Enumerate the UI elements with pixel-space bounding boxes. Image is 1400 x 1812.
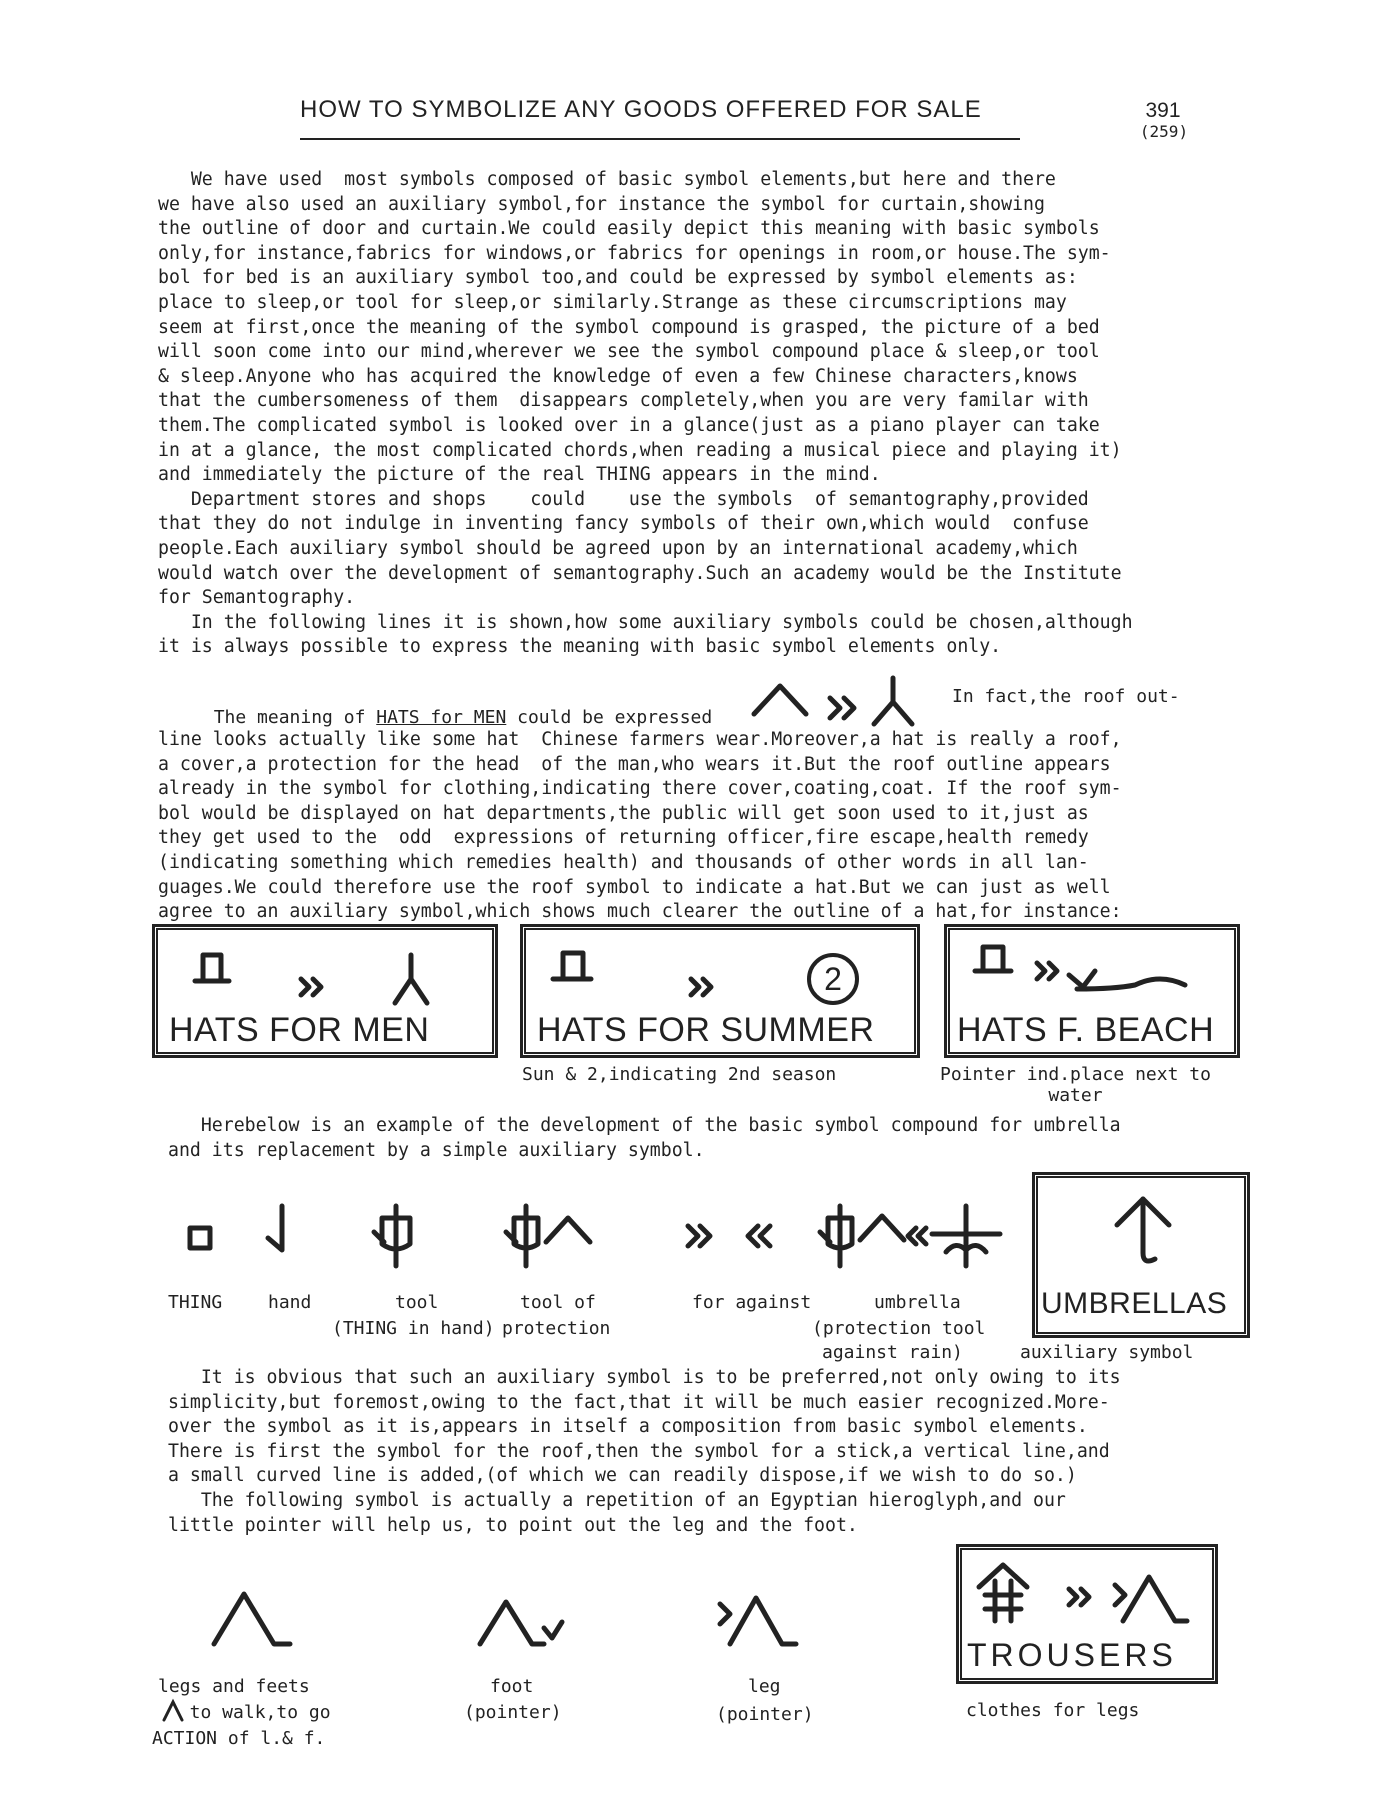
text-line: in at a glance, the most complicated chords,when reading a musical piece and playing it) <box>158 439 1122 461</box>
umbrellas-label: UMBRELLAS <box>1041 1287 1228 1320</box>
page-number-sub: (259) <box>1139 122 1189 141</box>
hats-intro-after: In fact,the roof out- <box>952 686 1180 707</box>
hats-for-summer-label: HATS FOR SUMMER <box>537 1011 875 1049</box>
hats-for-men-symbols <box>185 941 485 1011</box>
text-line: the outline of door and curtain.We could easily depict this meaning with basic symbols <box>158 218 1100 240</box>
page-number: 391 <box>1145 99 1181 122</box>
text-line: & sleep.Anyone who has acquired the knowledge of even a few Chinese characters,knows <box>158 365 1078 387</box>
tool-caption: tool <box>395 1292 439 1313</box>
umbrella-subcaption-1: (protection tool <box>812 1318 986 1339</box>
text-line: Department stores and shops could use the symbols of semantography,provided <box>158 488 1089 510</box>
legs-feet-symbols <box>200 1574 820 1664</box>
hats-summer-caption: Sun & 2,indicating 2nd season <box>522 1064 837 1085</box>
hats-for-beach-symbols <box>965 935 1235 1013</box>
umbrella-caption: umbrella <box>874 1292 961 1313</box>
text-line: seem at first,once the meaning of the symbol compound is grasped, the picture of a bed <box>158 316 1100 338</box>
paragraph-2 <box>158 728 1258 925</box>
foot-caption: foot <box>490 1676 534 1697</box>
hats-intro-text <box>192 686 712 728</box>
thing-caption: THING <box>168 1292 223 1313</box>
text-line: and immediately the picture of the real THING appears in the mind. <box>158 464 881 486</box>
text-line: for Semantography. <box>158 587 356 609</box>
hats-for-men-label: HATS FOR MEN <box>169 1011 430 1049</box>
text-line: will soon come into our mind,wherever we see the symbol compound place & sleep,or tool <box>158 341 1100 363</box>
text-line: they get used to the odd expressions of returning officer,fire escape,health remedy <box>158 827 1089 849</box>
against-symbol <box>748 1226 770 1246</box>
text-line: bol for bed is an auxiliary symbol too,and could be expressed by symbol elements as: <box>158 267 1078 289</box>
hats-for-summer-symbols <box>543 939 903 1011</box>
umbrella-compound-symbol <box>820 1206 1000 1266</box>
text-line: it is always possible to express the meaning with basic symbol elements only. <box>158 636 1002 658</box>
hats-for-beach-label: HATS F. BEACH <box>957 1011 1215 1049</box>
text-line: line looks actually like some hat Chinese farmers wear.Moreover,a hat is really a roof, <box>158 729 1122 750</box>
text-line: We have used most symbols composed of basic symbol elements,but here and there <box>158 169 1056 190</box>
for-against-caption: for against <box>692 1292 812 1313</box>
text-line: (indicating something which remedies health) and thousands of other words in all lan- <box>158 851 1089 873</box>
text-line: bol would be displayed on hat departments,the public will get soon used to it,just as <box>158 802 1089 824</box>
hats-for-summer-box <box>520 924 920 1058</box>
text-line: over the symbol as it is,appears in itself a composition from basic symbol elements. <box>168 1416 1088 1438</box>
thing-symbol <box>190 1228 210 1248</box>
legs-and-feet-symbol <box>214 1594 290 1644</box>
text-line: would watch over the development of semantography.Such an academy would be the Institute <box>158 562 1122 584</box>
text-line: In the following lines it is shown,how some auxiliary symbols could be chosen,although <box>158 611 1133 633</box>
hats-for-beach-box <box>944 924 1240 1058</box>
text-line: only,for instance,fabrics for windows,or fabrics for openings in room,or house.The sym- <box>158 242 1111 264</box>
text-line: Herebelow is an example of the development of the basic symbol compound for umbrella <box>168 1115 1121 1136</box>
text-line: we have also used an auxiliary symbol,for instance the symbol for curtain,showing <box>158 193 1045 215</box>
text-line: a cover,a protection for the head of the man,who wears it.But the roof outline appears <box>158 753 1111 775</box>
hand-caption: hand <box>268 1292 312 1313</box>
page-title: HOW TO SYMBOLIZE ANY GOODS OFFERED FOR SALE <box>300 96 982 123</box>
summer-number: 2 <box>824 961 842 997</box>
title-underline <box>300 138 1020 140</box>
umbrella-subcaption-2: against rain) <box>822 1342 963 1363</box>
tool-subcaption: (THING in hand) <box>332 1318 495 1339</box>
legs-caption-2: to walk,to go <box>168 1702 331 1723</box>
text-line: simplicity,but foremost,owing to the fact,that it will be much easier recognized.More- <box>168 1391 1110 1413</box>
leg-pointer-caption: (pointer) <box>716 1704 814 1725</box>
umbrella-auxiliary-icon <box>1099 1189 1189 1275</box>
auxiliary-caption: auxiliary symbol <box>1020 1342 1194 1363</box>
paragraph-3 <box>168 1114 1268 1163</box>
text-line: already in the symbol for clothing,indicating there cover,coating,coat. If the roof sym- <box>158 778 1122 800</box>
text-line: a small curved line is added,(of which we can readily dispose,if we wish to do so.) <box>168 1465 1077 1487</box>
hats-beach-caption: Pointer ind.place next to water <box>940 1064 1211 1106</box>
legs-caption-1: legs and feets <box>158 1676 310 1697</box>
tool-of-protection-symbol <box>506 1206 590 1266</box>
umbrellas-box <box>1032 1172 1250 1338</box>
text-line: place to sleep,or tool for sleep,or similarly.Strange as these circumscriptions may <box>158 291 1067 313</box>
hand-symbol <box>268 1206 282 1250</box>
legs-caption-3: ACTION of l.& f. <box>152 1728 326 1749</box>
hats-intro-before: The meaning of <box>213 707 377 728</box>
text-line: them.The complicated symbol is looked over in a glance(just as a piano player can take <box>158 414 1100 436</box>
protection-caption: protection <box>502 1318 611 1339</box>
text-line: little pointer will help us, to point out the leg and the foot. <box>168 1514 858 1536</box>
text-line: and its replacement by a simple auxiliary symbol. <box>168 1139 705 1161</box>
text-line: that they do not indulge in inventing fancy symbols of their own,which would confuse <box>158 513 1089 535</box>
for-symbol <box>688 1226 710 1246</box>
paragraph-4 <box>168 1366 1268 1538</box>
text-line: guages.We could therefore use the roof symbol to indicate a hat.But we can just as well <box>158 876 1111 898</box>
trousers-label: TROUSERS <box>967 1637 1177 1673</box>
hats-for-men-box <box>152 924 498 1058</box>
trousers-symbols <box>965 1555 1215 1631</box>
text-line: agree to an auxiliary symbol,which shows much clearer the outline of a hat,for instance: <box>158 901 1122 923</box>
text-line: It is obvious that such an auxiliary symbol is to be preferred,not only owing to its <box>168 1367 1121 1388</box>
paragraph-1 <box>158 168 1258 660</box>
trousers-caption: clothes for legs <box>966 1700 1140 1721</box>
text-line: There is first the symbol for the roof,then the symbol for a stick,a vertical line,and <box>168 1440 1110 1462</box>
umbrella-development-symbols <box>160 1196 1030 1286</box>
text-line: The following symbol is actually a repetition of an Egyptian hieroglyph,and our <box>168 1489 1066 1511</box>
foot-pointer-symbol <box>480 1602 562 1644</box>
text-line: that the cumbersomeness of them disappears completely,when you are very familar with <box>158 390 1089 412</box>
foot-pointer-caption: (pointer) <box>464 1702 562 1723</box>
hats-intro-middle: could be expressed <box>506 707 713 728</box>
tool-of-caption: tool of <box>520 1292 596 1313</box>
hats-intro-underlined: HATS for MEN <box>376 707 507 728</box>
tool-symbol <box>374 1206 410 1266</box>
leg-pointer-symbol <box>720 1598 796 1644</box>
leg-caption: leg <box>748 1676 781 1697</box>
roof-for-man-symbol <box>748 668 948 728</box>
trousers-box <box>956 1544 1218 1684</box>
text-line: people.Each auxiliary symbol should be agreed upon by an international academy,which <box>158 537 1078 559</box>
